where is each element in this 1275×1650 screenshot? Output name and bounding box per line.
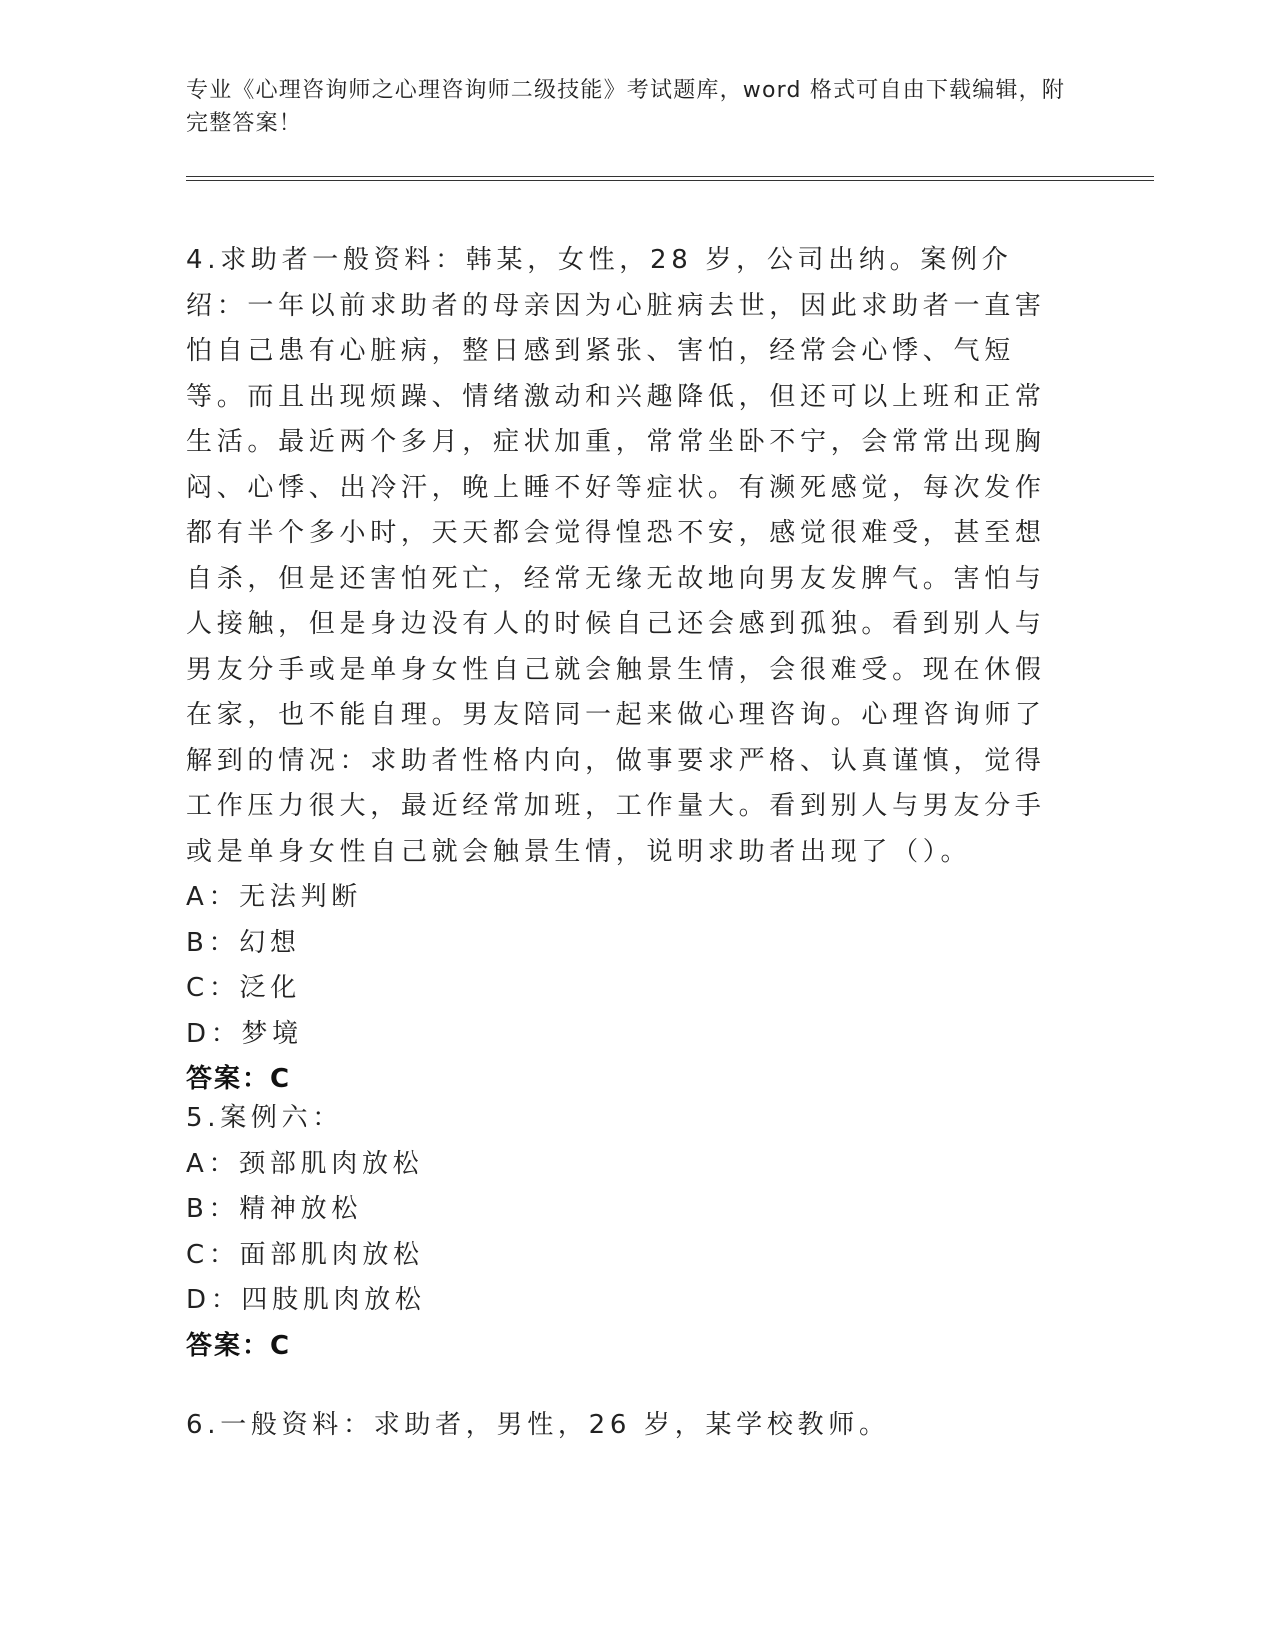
document-header	[186, 74, 1066, 140]
answer-label: 答案：C	[186, 1064, 292, 1094]
question-stem: 4.求助者一般资料：韩某，女性，28 岁，公司出纳。案例介绍：一年以前求助者的母亲因为心脏病去世，因此求助者一直害怕自己患有心脏病，整日感到紧张、害怕，经常会心悸、气短等。而且出现烦躁、情绪激动和兴趣降低，但还可以上班和正常生活。最近两个多月，症状加重，常常坐卧不宁，会常常出现胸闷、心悸、出冷汗，晚上睡不好等症状。有濒死感觉，每次发作都有半个多小时，天天都会觉得惶恐不安，感觉很难受，甚至想自杀，但是还害怕死亡，经常无缘无故地向男友发脾气。害怕与人接触，但是身边没有人的时候自己还会感到孤独。看到别人与男友分手或是单身女性自己就会触景生情，会很难受。现在休假在家，也不能自理。男友陪同一起来做心理咨询。心理咨询师了解到的情况：求助者性格内向，做事要求严格、认真谨慎，觉得工作压力很大，最近经常加班，工作量大。看到别人与男友分手或是单身女性自己就会触景生情，说明求助者出现了（）。	[186, 245, 1046, 867]
answer-label: 答案：C	[186, 1330, 292, 1361]
option-b: B：精神放松	[186, 1194, 363, 1224]
option-a: A：颈部肌肉放松	[186, 1148, 424, 1179]
divider-line-top	[186, 176, 1154, 177]
option-c: C：泛化	[186, 973, 301, 1003]
question-4	[186, 238, 1066, 1103]
option-d: D：梦境	[186, 1018, 303, 1049]
question-stem: 5.案例六：	[186, 1103, 344, 1133]
question-stem: 6.一般资料：求助者，男性，26 岁，某学校教师。	[186, 1410, 890, 1440]
question-6	[186, 1403, 1066, 1449]
option-c: C：面部肌肉放松	[186, 1239, 424, 1270]
question-5	[186, 1096, 1066, 1369]
option-d: D：四肢肌肉放松	[186, 1285, 426, 1315]
option-b: B：幻想	[186, 927, 301, 958]
option-a: A：无法判断	[186, 882, 362, 912]
header-divider	[186, 176, 1154, 181]
header-text: 专业《心理咨询师之心理咨询师二级技能》考试题库，word 格式可自由下载编辑，附完整答案！	[186, 78, 1066, 136]
divider-line-bottom	[186, 180, 1154, 181]
